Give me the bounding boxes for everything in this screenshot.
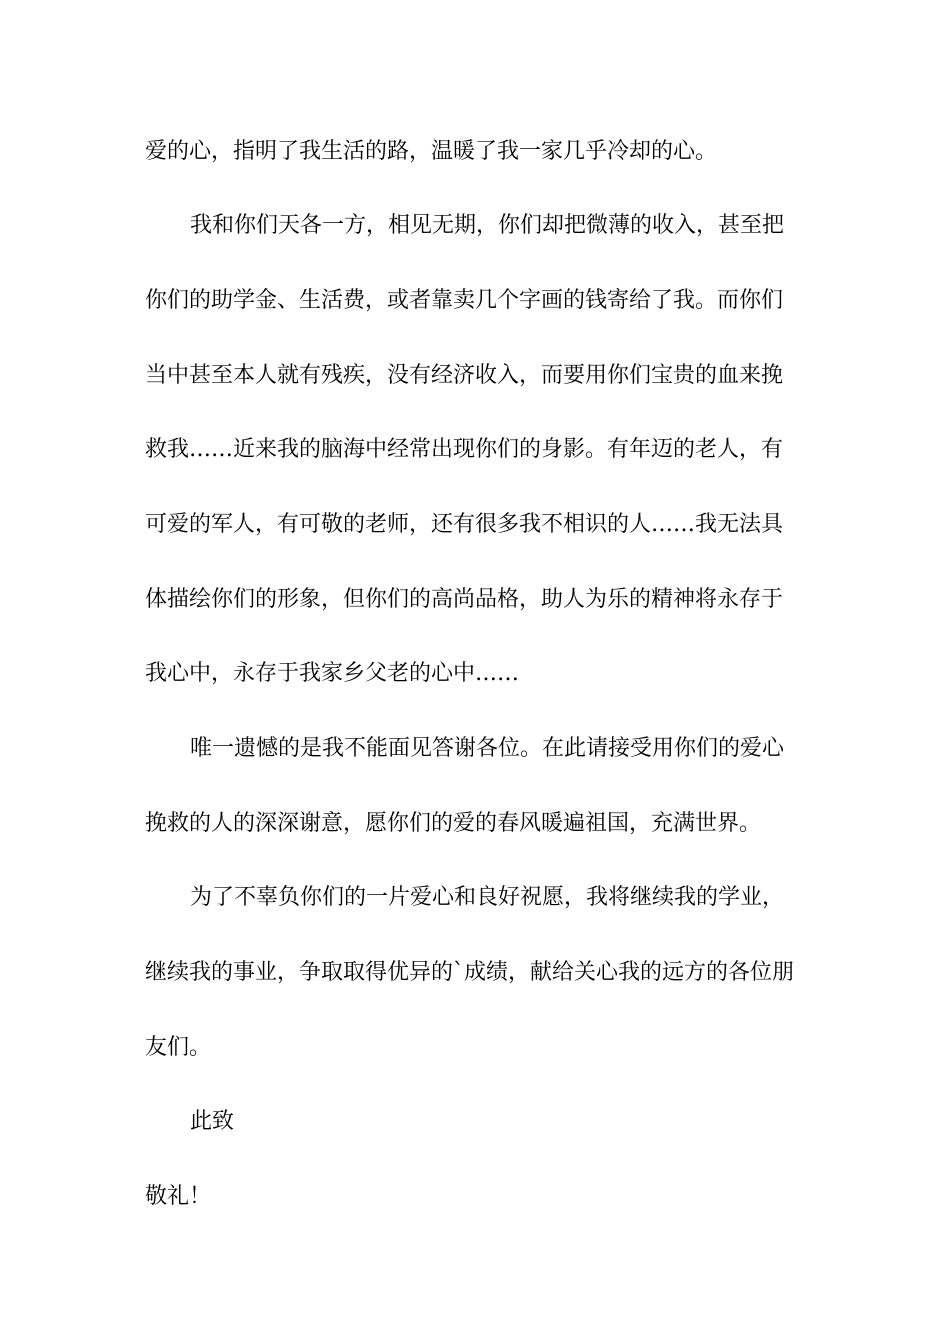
closing-regards: 敬礼！ — [145, 1184, 212, 1209]
body-text-line: 继续我的事业，争取取得优异的`成绩，献给关心我的远方的各位朋 — [145, 960, 795, 985]
body-text-line: 挽救的人的深深谢意，愿你们的爱的春风暖遍祖国，充满世界。 — [145, 811, 762, 836]
body-text-line: 你们的助学金、生活费，或者靠卖几个字画的钱寄给了我。而你们 — [145, 288, 784, 313]
body-text-line: 救我……近来我的脑海中经常出现你们的身影。有年迈的老人，有 — [145, 437, 784, 462]
body-text-line: 我和你们天各一方，相见无期，你们却把微薄的收入，甚至把 — [190, 213, 785, 238]
body-text-line: 爱的心，指明了我生活的路，温暖了我一家几乎冷却的心。 — [145, 139, 718, 164]
body-text-line: 体描绘你们的形象，但你们的高尚品格，助人为乐的精神将永存于 — [145, 587, 784, 612]
closing-salutation: 此致 — [190, 1109, 235, 1134]
body-text-line: 唯一遗憾的是我不能面见答谢各位。在此请接受用你们的爱心 — [190, 736, 785, 761]
body-text-line: 当中甚至本人就有残疾，没有经济收入，而要用你们宝贵的血来挽 — [145, 363, 784, 388]
body-text-line: 友们。 — [145, 1035, 212, 1060]
body-text-line: 可爱的军人，有可敬的老师，还有很多我不相识的人……我无法具 — [145, 512, 784, 537]
body-text-line: 我心中，永存于我家乡父老的心中…… — [145, 661, 520, 686]
body-text-line: 为了不辜负你们的一片爱心和良好祝愿，我将继续我的学业， — [190, 885, 785, 910]
